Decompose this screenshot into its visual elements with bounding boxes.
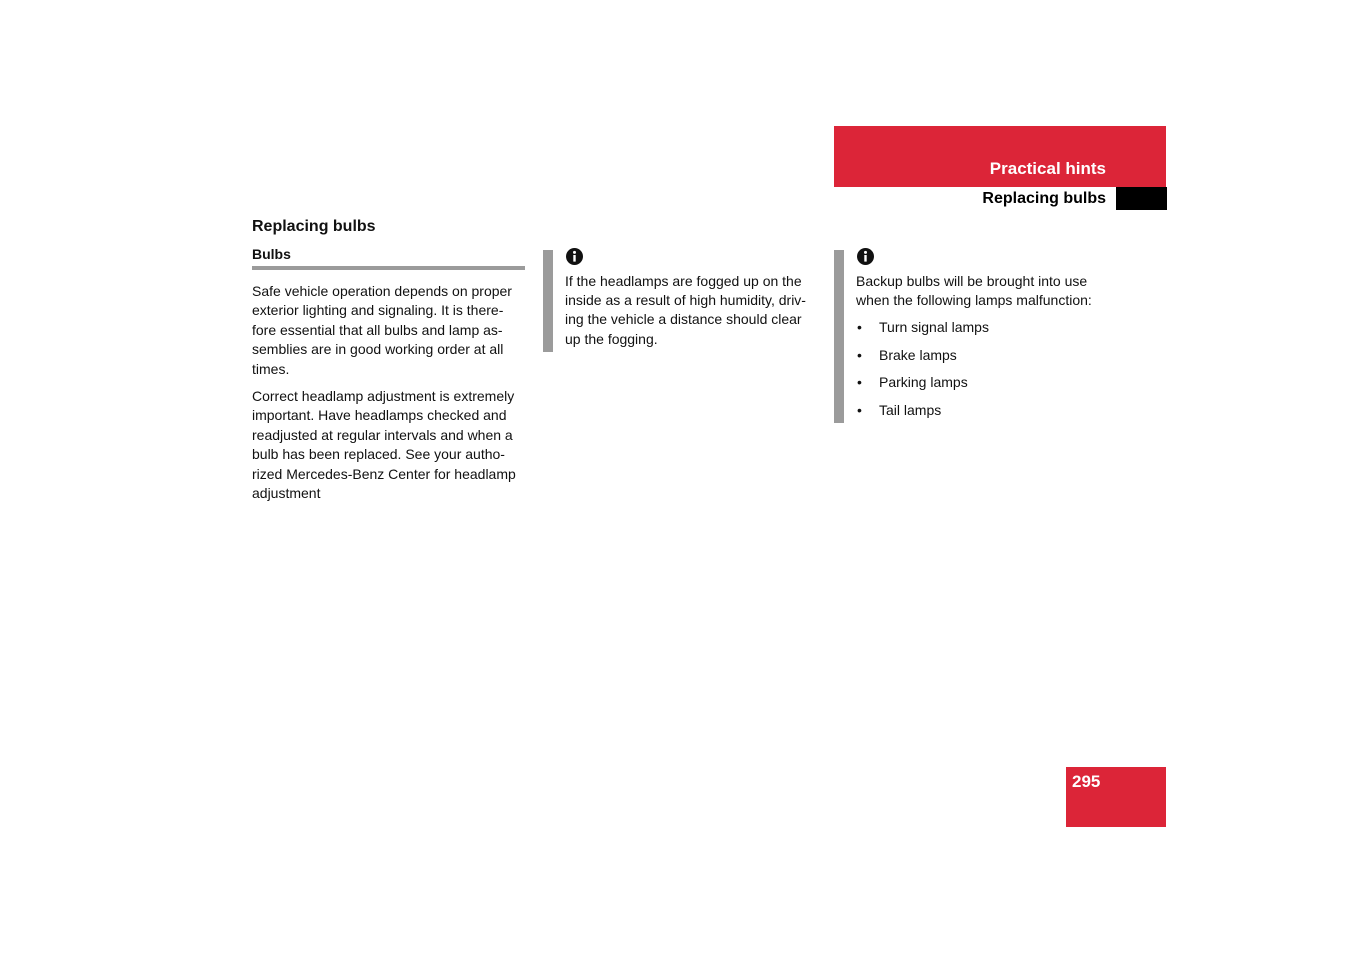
info-icon (857, 248, 874, 265)
bullet: • (857, 319, 862, 336)
list-item-label: Turn signal lamps (879, 319, 989, 336)
note-fogging (565, 272, 821, 349)
lamp-list (856, 318, 1118, 419)
note-text: If the headlamps are fogged up on the inside as a result of high humidity, driv-ing the vehicle a distance should clear up the fogging. (565, 273, 806, 347)
note-bar (543, 250, 553, 352)
section-marker (1116, 187, 1167, 210)
note-bar (834, 250, 844, 423)
paragraph: Safe vehicle operation depends on proper exterior lighting and signaling. It is there-fore essential that all bulbs and lamp as-semblies are in good working order at all times. (252, 283, 512, 377)
list-item (856, 318, 1118, 337)
list-item (856, 373, 1118, 392)
list-item (856, 346, 1118, 365)
page-number: 295 (1072, 772, 1101, 791)
section-title: Replacing bulbs (982, 190, 1106, 207)
info-icon (566, 248, 583, 265)
note-text: Backup bulbs will be brought into use when the following lamps malfunction: (856, 273, 1092, 309)
subheading: Bulbs (252, 246, 291, 262)
body-text (252, 282, 527, 511)
chapter-title: Practical hints (989, 159, 1106, 178)
subheading-rule (252, 266, 525, 270)
note-backup-bulbs (856, 272, 1118, 428)
page-title: Replacing bulbs (252, 218, 376, 235)
paragraph: Correct headlamp adjustment is extremely important. Have headlamps checked and readjusted at regular intervals and when a bulb has been replaced. See your autho-rized Mercedes-Benz Center for headlamp adjustment (252, 388, 516, 502)
list-item-label: Parking lamps (879, 374, 968, 391)
bullet: • (857, 374, 862, 391)
bullet: • (857, 346, 862, 363)
list-item (856, 401, 1118, 420)
bullet: • (857, 401, 862, 418)
list-item-label: Tail lamps (879, 401, 942, 418)
list-item-label: Brake lamps (879, 346, 957, 363)
